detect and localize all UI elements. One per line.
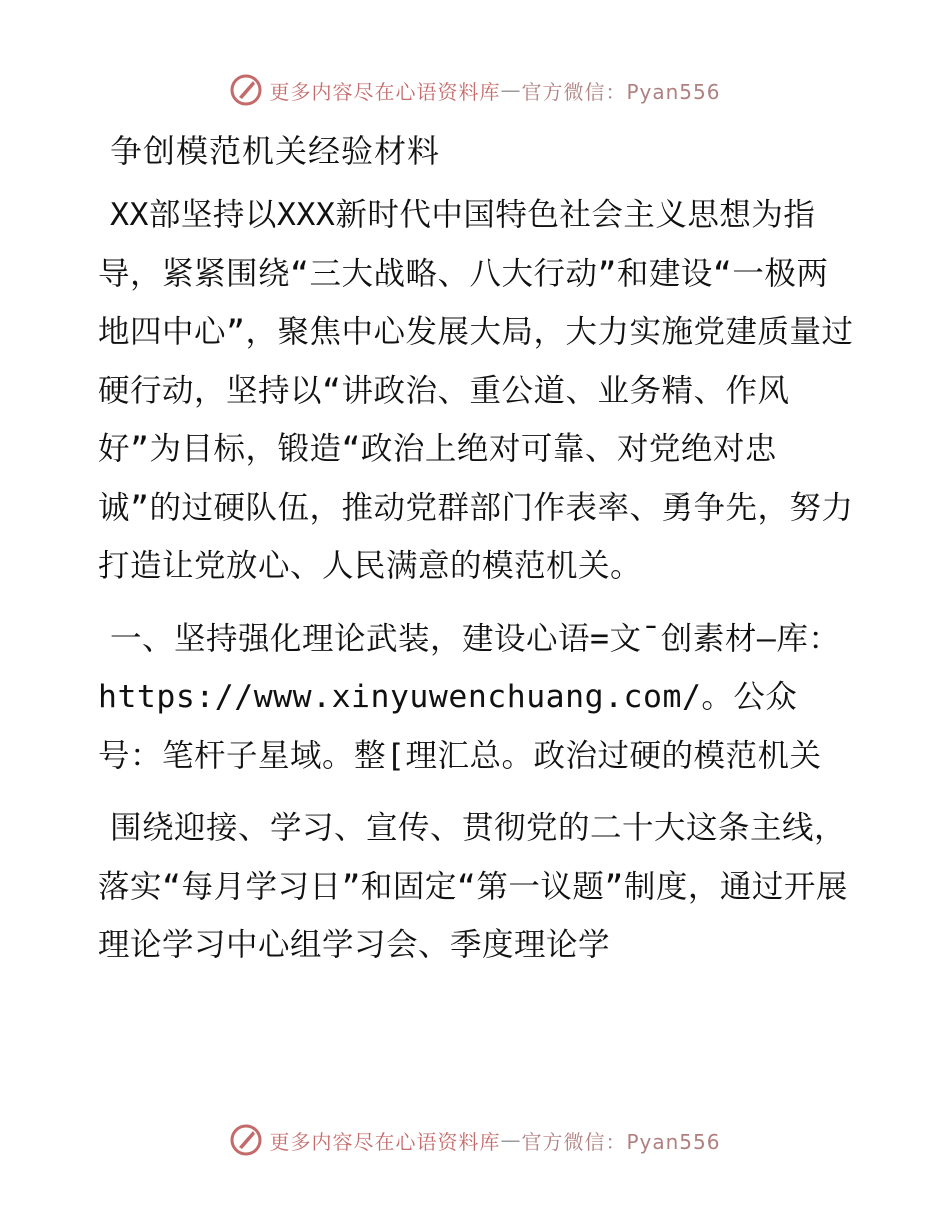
quill-logo-icon (229, 1123, 263, 1157)
paragraph-section-one: 一、坚持强化理论武装，建设心语=文¯创素材—库：https://www.xinyuwenchuang.com/。公众号：笔杆子星域。整[理汇总。政治过硬的模范机关 (98, 620, 841, 774)
header-banner (0, 70, 950, 110)
footer-banner (0, 1120, 950, 1160)
banner-wechat: 官方微信：Pyan556 (521, 79, 721, 104)
banner-wechat: 官方微信：Pyan556 (521, 1129, 721, 1154)
paragraph-section-one-body: 围绕迎接、学习、宣传、贯彻党的二十大这条主线，落实“每月学习日”和固定“第一议题”制度，通过开展理论学习中心组学习会、季度理论学 (98, 810, 848, 963)
document-title: 争创模范机关经验材料 (110, 132, 441, 170)
quill-logo-icon (229, 73, 263, 107)
banner-separator: — (500, 1128, 522, 1152)
banner-separator: — (500, 78, 522, 102)
banner-text: 更多内容尽在心语资料库 (269, 79, 501, 104)
paragraph-intro: XX部坚持以XXX新时代中国特色社会主义思想为指导，紧紧围绕“三大战略、八大行动”和建设“一极两地四中心”，聚焦中心发展大局，大力实施党建质量过硬行动，坚持以“讲政治、重公道、业务精、作风好”为目标，锻造“政治上绝对可靠、对党绝对忠诚”的过硬队伍，推动党群部门作表率、勇争先，努力打造让党放心、人民满意的模范机关。 (98, 197, 854, 584)
document-body (98, 128, 858, 989)
banner-text: 更多内容尽在心语资料库 (269, 1129, 501, 1154)
